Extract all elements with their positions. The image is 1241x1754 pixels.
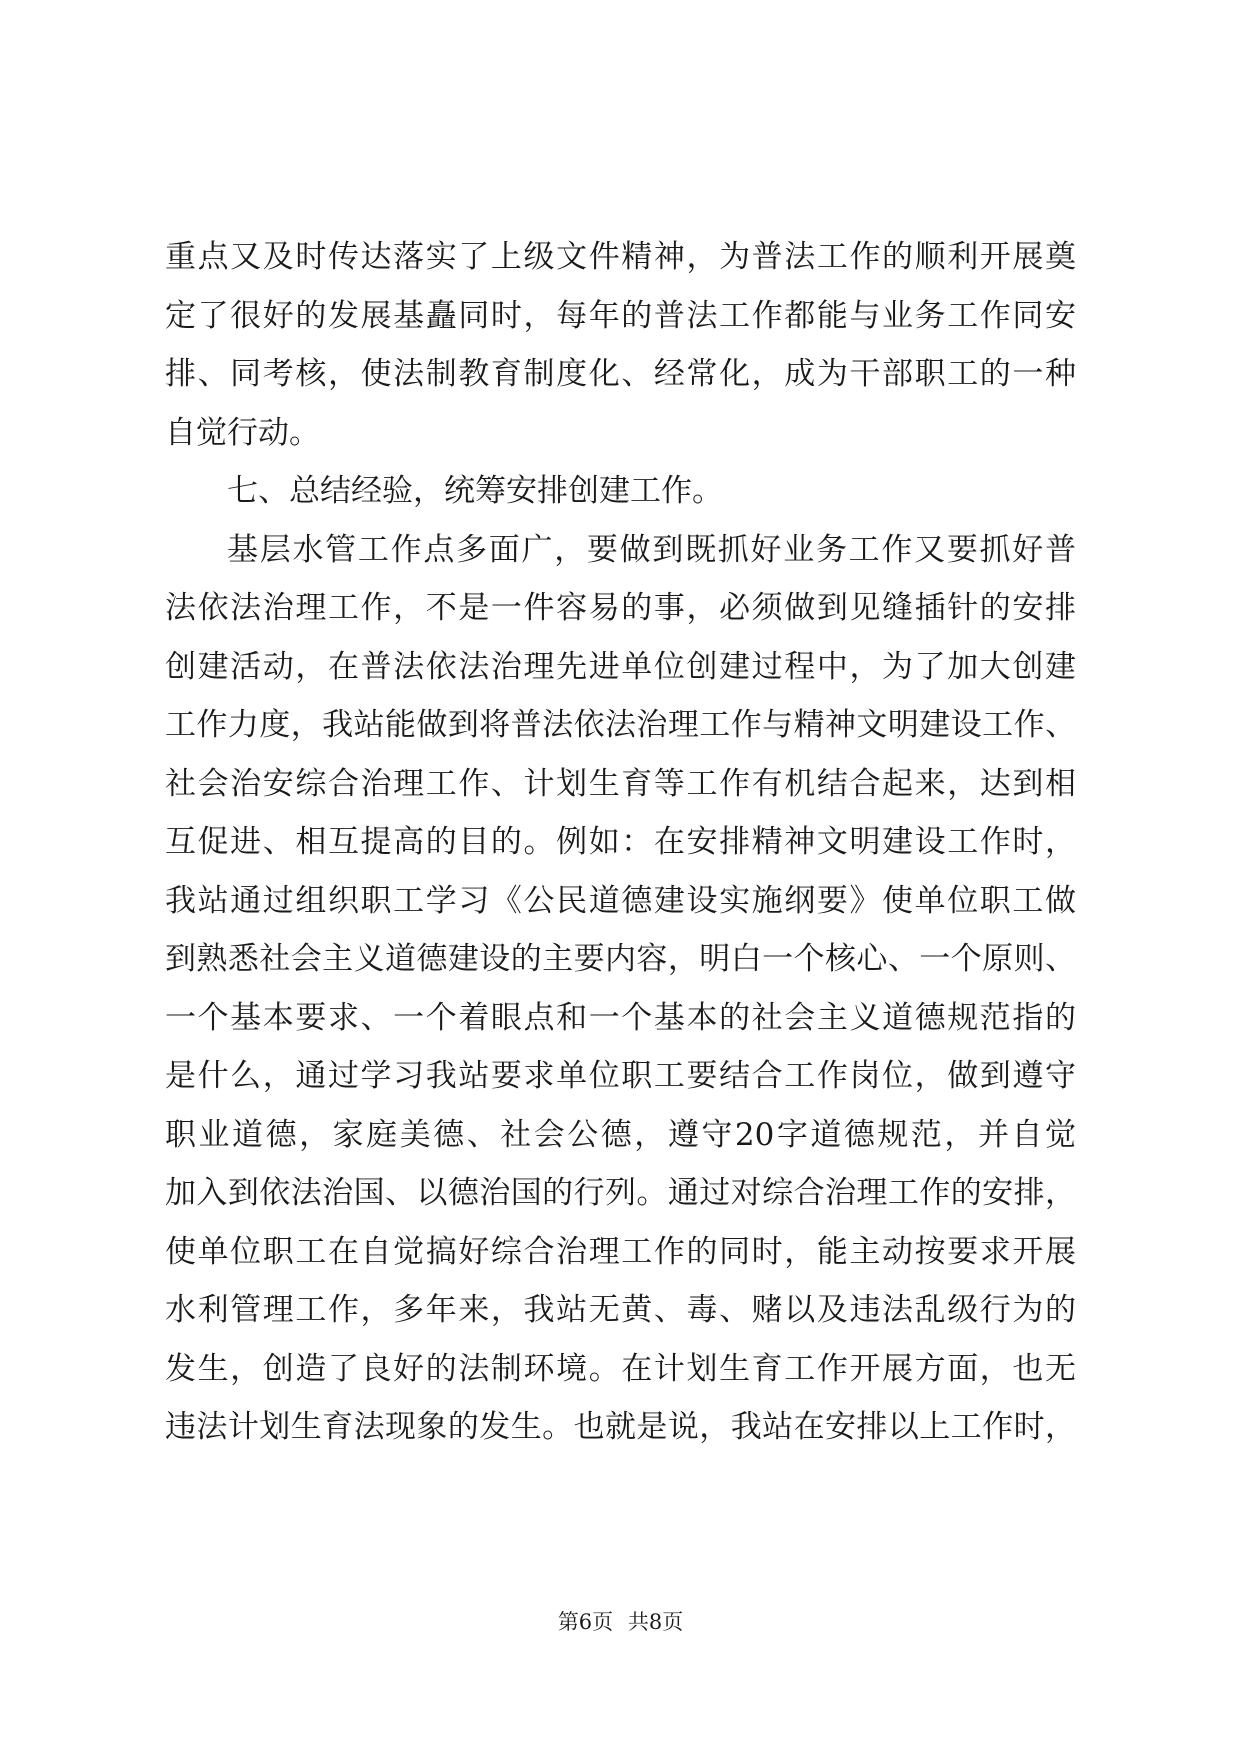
- text-line: 工作力度，我站能做到将普法依法治理工作与精神文明建设工作、: [165, 707, 1076, 743]
- text-line: 职业道德，家庭美德、社会公德，遵守20字道德规范，并自觉: [165, 1116, 1076, 1153]
- page-total: 共8页: [627, 1610, 684, 1634]
- text-line: 是什么，通过学习我站要求单位职工要结合工作岗位，做到遵守: [165, 1058, 1076, 1094]
- section-heading: 七、总结经验，统筹安排创建工作。: [227, 473, 723, 509]
- text-line: 法依法治理工作，不是一件容易的事，必须做到见缝插针的安排: [165, 590, 1076, 626]
- text-line: 到熟悉社会主义道德建设的主要内容，明白一个核心、一个原则、: [165, 941, 1076, 977]
- text-line: 互促进、相互提高的目的。例如：在安排精神文明建设工作时，: [165, 824, 1076, 860]
- page-number: 第6页: [557, 1610, 614, 1634]
- text-line: 社会治安综合治理工作、计划生育等工作有机结合起来，达到相: [165, 765, 1076, 802]
- text-line: 定了很好的发展基矗同时，每年的普法工作都能与业务工作同安: [165, 297, 1076, 334]
- text-line: 排、同考核，使法制教育制度化、经常化，成为干部职工的一种: [165, 356, 1076, 392]
- text-line: 创建活动，在普法依法治理先进单位创建过程中，为了加大创建: [165, 648, 1076, 685]
- text-line: 基层水管工作点多面广，要做到既抓好业务工作又要抓好普: [227, 531, 1076, 568]
- body-text: [165, 228, 1076, 1457]
- text-line: 一个基本要求、一个着眼点和一个基本的社会主义道德规范指的: [165, 999, 1076, 1036]
- text-line: 使单位职工在自觉搞好综合治理工作的同时，能主动按要求开展: [165, 1233, 1076, 1270]
- text-line: 水利管理工作，多年来，我站无黄、毒、赌以及违法乱级行为的: [165, 1292, 1076, 1328]
- text-line: 自觉行动。: [165, 414, 320, 451]
- text-line: 违法计划生育法现象的发生。也就是说，我站在安排以上工作时，: [165, 1409, 1076, 1445]
- text-line: 重点又及时传达落实了上级文件精神，为普法工作的顺利开展奠: [165, 239, 1076, 275]
- page-footer: [0, 1608, 1241, 1636]
- text-line: 我站通过组织职工学习《公民道德建设实施纲要》使单位职工做: [165, 882, 1076, 919]
- text-line: 发生，创造了良好的法制环境。在计划生育工作开展方面，也无: [165, 1350, 1076, 1387]
- text-line: 加入到依法治国、以德治国的行列。通过对综合治理工作的安排，: [165, 1175, 1076, 1211]
